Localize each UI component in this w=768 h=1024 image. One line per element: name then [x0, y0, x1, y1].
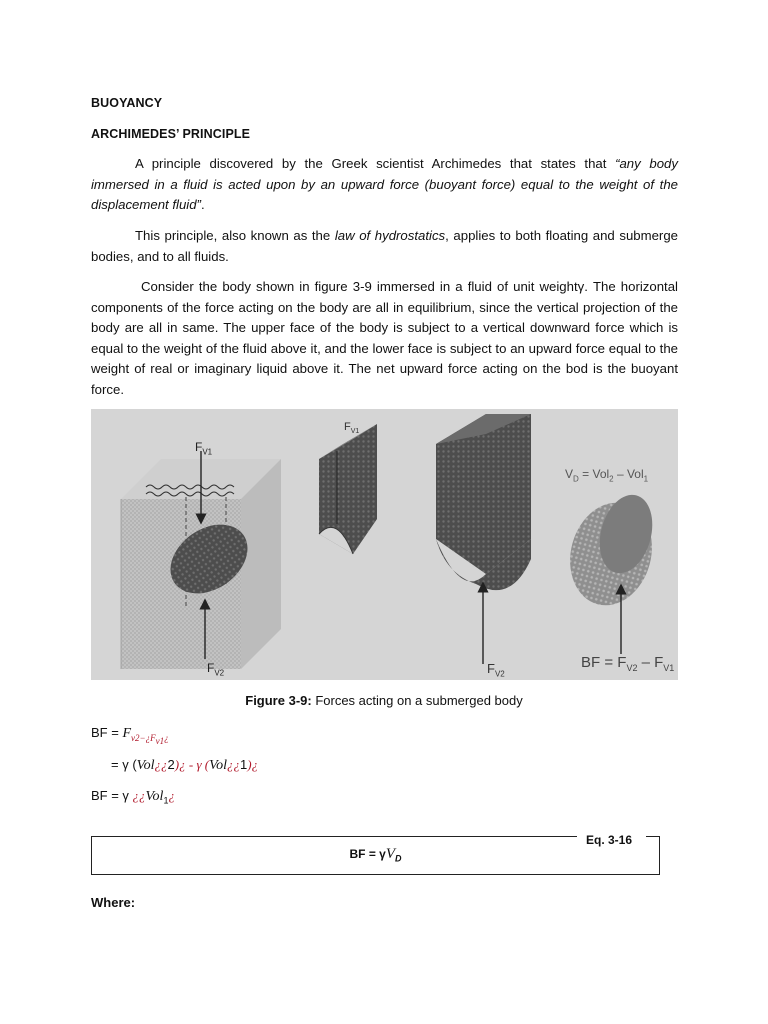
vd-formula-label: $V_D = Vol_2 - Vol_1$	[565, 467, 649, 484]
caption-text: Forces acting on a submerged body	[311, 693, 523, 708]
paragraph-explanation	[91, 277, 678, 401]
bf-formula-label: BF = $F_{V2} - F_{V1}$	[581, 654, 675, 673]
law-name: law of hydrostatics	[334, 228, 446, 243]
quote-text: “any body immersed in a fluid is acted upon by an upward force (buoyant force) equal to the weight of the displacement fluid”	[91, 156, 678, 213]
fluid-container-diagram	[121, 451, 281, 669]
fv1-label-mid: $F_{V1}$	[344, 421, 360, 436]
section-heading: BUOYANCY	[91, 96, 163, 110]
paragraph-law	[91, 226, 678, 267]
paragraph-end: .	[200, 197, 205, 213]
fv2-label-mid: $F_{V2}$	[487, 661, 505, 679]
fv1-label-top: $F_{V1}$	[195, 440, 213, 457]
where-label: Where:	[91, 895, 136, 910]
paragraph-text: Consider the body shown in figure 3-9 immersed in a fluid of unit weightγ. The horizontal components of the force acting on the body are all in equilibrium, since the vertical projection of the body are all in same. The upper face of the body is subject to a vertical downward force which is equal to the weight of the fluid above it, and the lower face is subject to an upward force equal to the weight of real or imaginary liquid above it. The net upward force acting on the bod is the buoyant force.	[91, 279, 678, 397]
paragraph-definition	[91, 154, 678, 216]
equation-number: Eq. 3-16	[586, 833, 633, 847]
figure-3-9	[91, 409, 678, 680]
caption-label: Figure 3-9:	[245, 693, 312, 708]
paragraph-text: A principle discovered by the Greek scientist Archimedes that states that	[135, 156, 616, 171]
submerged-body-diagram	[559, 489, 663, 654]
equation-1: BF = $F_{v2-¿F_{v1}¿}$	[91, 725, 169, 746]
equation-3: BF = γ ¿¿Vol$_1$¿	[91, 788, 175, 806]
paragraph-text: This principle, also known as the	[135, 228, 335, 243]
boxed-equation-text: BF = $\gamma V_D$	[349, 846, 402, 864]
boxed-equation	[91, 836, 660, 875]
displaced-volume-diagram	[436, 414, 531, 664]
upper-volume-diagram	[319, 424, 377, 554]
fv2-label-left: $F_{V2}$	[207, 661, 225, 678]
figure-illustration	[91, 409, 678, 680]
figure-caption	[0, 693, 768, 708]
subsection-heading: ARCHIMEDES’ PRINCIPLE	[91, 127, 251, 141]
paragraph-text: , applies to both floating and submerge bodies, and to all fluids.	[91, 228, 678, 264]
equation-2: = γ (Vol¿¿2)¿ - γ (Vol¿¿1)¿	[111, 757, 259, 773]
